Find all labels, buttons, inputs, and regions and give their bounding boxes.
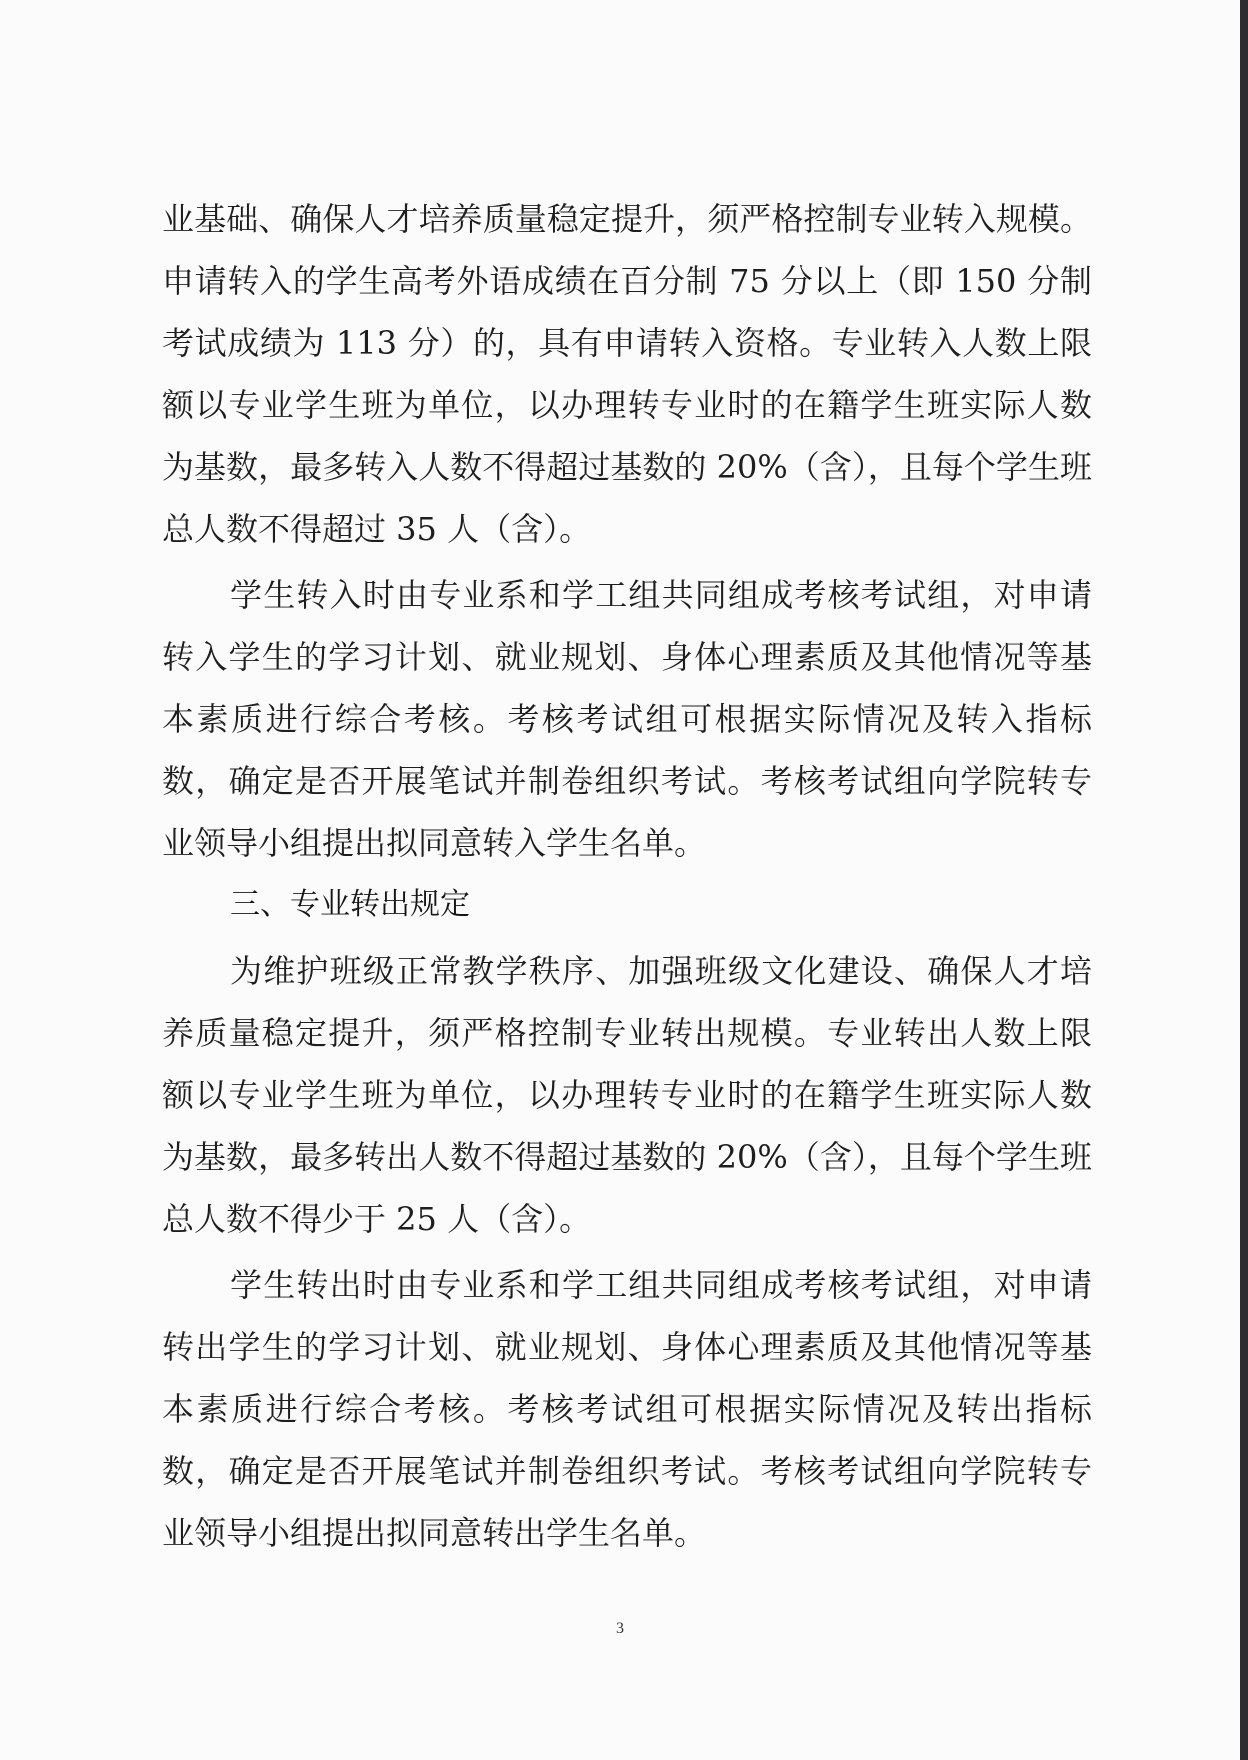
paragraph-line: 转出学生的学习计划、就业规划、身体心理素质及其他情况等基 [162, 1328, 1092, 1366]
paragraph-line: 为基数，最多转入人数不得超过基数的 20%（含），且每个学生班 [162, 448, 1092, 486]
paragraph-line: 额以专业学生班为单位，以办理转专业时的在籍学生班实际人数 [162, 1076, 1092, 1114]
paragraph-transfer-out-assessment [162, 1254, 1092, 1564]
page-number: 3 [616, 1620, 624, 1637]
paragraph-line: 为基数，最多转出人数不得超过基数的 20%（含），且每个学生班 [162, 1138, 1092, 1176]
paragraph-line: 本素质进行综合考核。考核考试组可根据实际情况及转出指标 [162, 1390, 1092, 1428]
paragraph-line: 数，确定是否开展笔试并制卷组织考试。考核考试组向学院转专 [162, 762, 1092, 800]
paragraph-line: 为维护班级正常教学秩序、加强班级文化建设、确保人才培 [230, 952, 1092, 990]
paragraph-line: 业领导小组提出拟同意转入学生名单。 [162, 824, 707, 862]
paragraph-line: 业领导小组提出拟同意转出学生名单。 [162, 1514, 707, 1552]
paragraph-transfer-in-assessment [162, 564, 1092, 874]
paragraph-line: 本素质进行综合考核。考核考试组可根据实际情况及转入指标 [162, 700, 1092, 738]
paragraph-transfer-out-quota [162, 940, 1092, 1250]
paragraph-line: 总人数不得超过 35 人（含）。 [162, 510, 592, 548]
paragraph-line: 学生转入时由专业系和学工组共同组成考核考试组，对申请 [230, 576, 1092, 614]
paragraph-line: 学生转出时由专业系和学工组共同组成考核考试组，对申请 [230, 1266, 1092, 1304]
paragraph-transfer-in-quota [162, 188, 1092, 560]
paragraph-line: 数，确定是否开展笔试并制卷组织考试。考核考试组向学院转专 [162, 1452, 1092, 1490]
section-heading: 三、专业转出规定 [230, 887, 470, 922]
paragraph-line: 申请转入的学生高考外语成绩在百分制 75 分以上（即 150 分制 [162, 262, 1092, 300]
paragraph-line: 业基础、确保人才培养质量稳定提升，须严格控制专业转入规模。 [162, 200, 1092, 238]
scan-edge [1240, 0, 1248, 1760]
paragraph-line: 考试成绩为 113 分）的，具有申请转入资格。专业转入人数上限 [162, 324, 1092, 362]
paragraph-line: 转入学生的学习计划、就业规划、身体心理素质及其他情况等基 [162, 638, 1092, 676]
paragraph-line: 额以专业学生班为单位，以办理转专业时的在籍学生班实际人数 [162, 386, 1092, 424]
paragraph-line: 总人数不得少于 25 人（含）。 [162, 1200, 592, 1238]
paragraph-line: 养质量稳定提升，须严格控制专业转出规模。专业转出人数上限 [162, 1014, 1092, 1052]
